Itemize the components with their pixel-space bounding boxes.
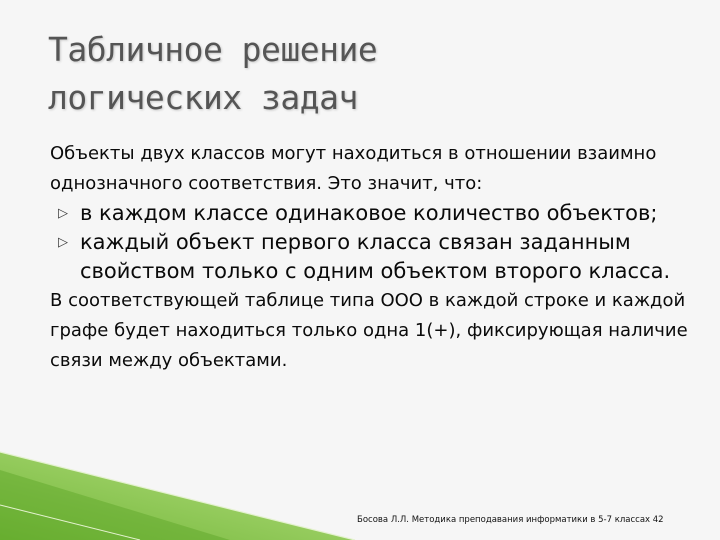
bullet-text: в каждом классе одинаковое количество объектов; — [80, 201, 658, 225]
conclusion-paragraph: В соответствующей таблице типа ООО в каждой строке и каждой графе будет находиться только одна 1(+), фиксирующая наличие связи между объектами. — [50, 290, 688, 371]
bullet-text: каждый объект первого класса связан заданным свойством только с одним объектом второго класса. — [80, 230, 671, 283]
title-line-1: Табличное решение — [48, 30, 378, 69]
bullet-list — [50, 199, 690, 286]
slide-body — [50, 139, 690, 376]
title-line-2: логических задач — [48, 78, 358, 117]
triangle-right-icon: ▷ — [58, 206, 68, 221]
bullet-item — [58, 228, 690, 286]
intro-paragraph: Объекты двух классов могут находиться в отношении взаимно однозначного соответствия. Это значит, что: — [50, 143, 657, 194]
bullet-item — [58, 199, 690, 228]
slide-footer: Босова Л.Л. Методика преподавания информатики в 5-7 классах 42 — [357, 515, 664, 525]
triangle-right-icon: ▷ — [58, 235, 68, 250]
slide-title — [48, 26, 377, 122]
